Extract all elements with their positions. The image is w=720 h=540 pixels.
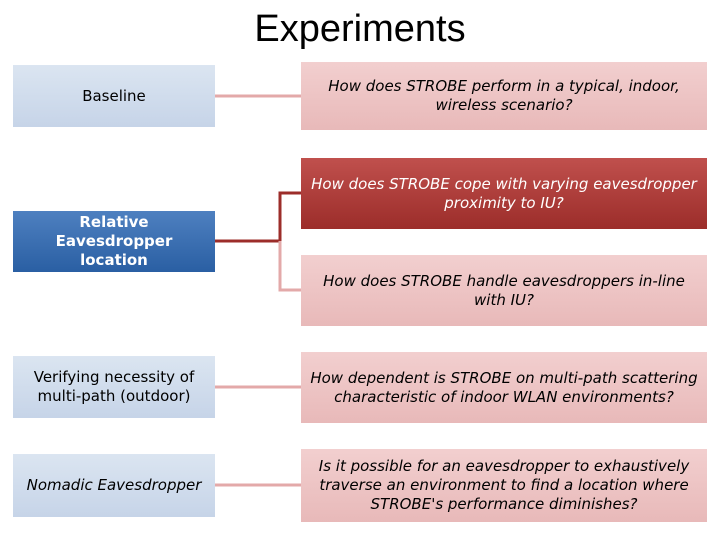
- experiment-label: Baseline: [82, 86, 146, 105]
- experiment-nomadic-eavesdropper: [13, 454, 215, 517]
- question-inline: [301, 255, 707, 326]
- question-baseline: [301, 62, 707, 130]
- question-multipath: [301, 352, 707, 423]
- experiment-baseline: [13, 65, 215, 127]
- experiment-multipath-outdoor: [13, 356, 215, 418]
- experiment-relative-eavesdropper-location: [13, 211, 215, 272]
- question-text: How dependent is STROBE on multi-path scattering characteristic of indoor WLAN environments?: [310, 368, 698, 406]
- connector-relative-proximity: [215, 193, 301, 241]
- experiment-label: Nomadic Eavesdropper: [26, 476, 202, 495]
- question-text: Is it possible for an eavesdropper to exhaustively traverse an environment to find a location where STROBE's performance diminishes?: [318, 457, 690, 513]
- connector-relative-inline: [280, 241, 301, 290]
- experiment-label: Relative Eavesdropper location: [55, 213, 173, 269]
- question-proximity: [301, 158, 707, 229]
- question-text: How does STROBE cope with varying eavesdropper proximity to IU?: [311, 174, 697, 212]
- question-text: How does STROBE handle eavesdroppers in-line with IU?: [323, 271, 685, 309]
- question-nomadic: [301, 449, 707, 522]
- question-text: How does STROBE perform in a typical, indoor, wireless scenario?: [328, 77, 680, 114]
- experiment-label: Verifying necessity of multi-path (outdoor): [33, 368, 195, 405]
- page-title: Experiments: [254, 8, 466, 50]
